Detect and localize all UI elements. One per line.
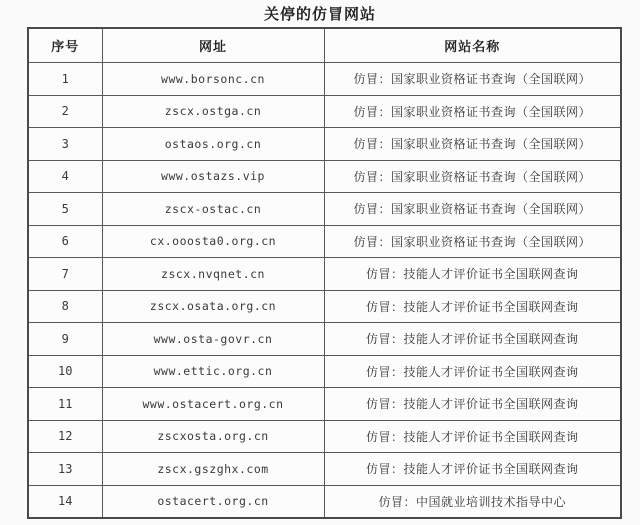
url-cell: cx.ooosta0.org.cn <box>102 225 324 258</box>
name-cell: 仿冒：技能人才评价证书全国联网查询 <box>324 323 621 356</box>
index-cell: 14 <box>28 485 102 518</box>
table-row <box>28 388 621 421</box>
name-cell: 仿冒：中国就业培训技术指导中心 <box>324 485 621 518</box>
url-cell: zscxosta.org.cn <box>102 420 324 453</box>
index-cell: 5 <box>28 193 102 226</box>
name-cell: 仿冒：国家职业资格证书查询（全国联网） <box>324 63 621 96</box>
url-cell: www.ostacert.org.cn <box>102 388 324 421</box>
index-cell: 10 <box>28 355 102 388</box>
url-cell: ostaos.org.cn <box>102 128 324 161</box>
table-row <box>28 160 621 193</box>
name-cell: 仿冒：技能人才评价证书全国联网查询 <box>324 290 621 323</box>
name-cell: 仿冒：技能人才评价证书全国联网查询 <box>324 420 621 453</box>
index-cell: 1 <box>28 63 102 96</box>
index-cell: 13 <box>28 453 102 486</box>
index-cell: 4 <box>28 160 102 193</box>
page-title: 关停的仿冒网站 <box>263 7 376 23</box>
name-cell: 仿冒：国家职业资格证书查询（全国联网） <box>324 128 621 161</box>
fake-websites-table <box>27 27 622 519</box>
index-cell: 7 <box>28 258 102 291</box>
url-cell: zscx.osata.org.cn <box>102 290 324 323</box>
url-cell: www.borsonc.cn <box>102 63 324 96</box>
table-row <box>28 420 621 453</box>
table-row <box>28 225 621 258</box>
index-cell: 6 <box>28 225 102 258</box>
table-row <box>28 193 621 226</box>
column-header-url: 网址 <box>102 28 324 63</box>
name-cell: 仿冒：国家职业资格证书查询（全国联网） <box>324 193 621 226</box>
index-cell: 12 <box>28 420 102 453</box>
name-cell: 仿冒：技能人才评价证书全国联网查询 <box>324 258 621 291</box>
url-cell: zscx.gszghx.com <box>102 453 324 486</box>
name-cell: 仿冒：技能人才评价证书全国联网查询 <box>324 388 621 421</box>
index-cell: 11 <box>28 388 102 421</box>
url-cell: www.ettic.org.cn <box>102 355 324 388</box>
table-header-row <box>28 28 621 63</box>
name-cell: 仿冒：国家职业资格证书查询（全国联网） <box>324 225 621 258</box>
name-cell: 仿冒：技能人才评价证书全国联网查询 <box>324 453 621 486</box>
name-cell: 仿冒：技能人才评价证书全国联网查询 <box>324 355 621 388</box>
index-cell: 3 <box>28 128 102 161</box>
column-header-name: 网站名称 <box>324 28 621 63</box>
table-row <box>28 453 621 486</box>
table-row <box>28 355 621 388</box>
url-cell: zscx.ostga.cn <box>102 95 324 128</box>
table-row <box>28 323 621 356</box>
index-cell: 9 <box>28 323 102 356</box>
table-row <box>28 485 621 518</box>
url-cell: zscx.nvqnet.cn <box>102 258 324 291</box>
table-row <box>28 128 621 161</box>
index-cell: 8 <box>28 290 102 323</box>
table-row <box>28 63 621 96</box>
name-cell: 仿冒：国家职业资格证书查询（全国联网） <box>324 160 621 193</box>
index-cell: 2 <box>28 95 102 128</box>
column-header-index: 序号 <box>28 28 102 63</box>
url-cell: ostacert.org.cn <box>102 485 324 518</box>
table-row <box>28 95 621 128</box>
table-row <box>28 258 621 291</box>
url-cell: www.ostazs.vip <box>102 160 324 193</box>
table-body <box>28 63 621 519</box>
url-cell: www.osta-govr.cn <box>102 323 324 356</box>
name-cell: 仿冒：国家职业资格证书查询（全国联网） <box>324 95 621 128</box>
url-cell: zscx-ostac.cn <box>102 193 324 226</box>
table-row <box>28 290 621 323</box>
